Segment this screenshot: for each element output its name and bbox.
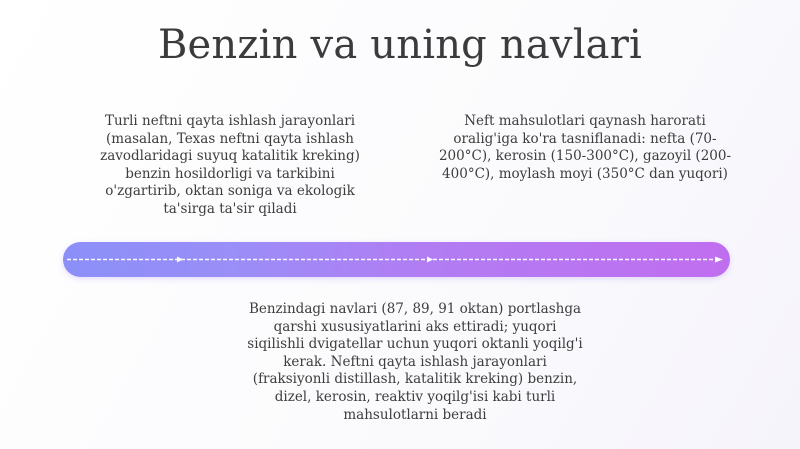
slide-title: Benzin va uning navlari [157,22,643,68]
timeline-arrow-head-2 [427,257,433,263]
text-block-refining-processes: Turli neftni qayta ishlash jarayonlari (masalan, Texas neftni qayta ishlash zavodlaridagi suyuq katalitik kreking) benzin hosildorligi va tarkibini o'zgartirib, oktan soniga va ekologik ta'sirga ta'sir qiladi [100,113,360,217]
timeline-dashed-arrow [63,242,730,277]
text-block-octane-grades: Benzindagi navlari (87, 89, 91 oktan) portlashga qarshi xususiyatlarini aks ettiradi; yuqori siqilishli dvigatellar uchun yuqori oktanli yoqilg'i kerak. Neftni qayta ishlash jarayonlari (fraksiyonli distillash, katalitik kreking) benzin, dizel, kerosin, reaktiv yoqilg'isi kabi turli mahsulotlarni beradi [247,301,583,423]
timeline-bar [63,242,730,277]
text-block-boiling-ranges: Neft mahsulotlari qaynash harorati oralig'iga ko'ra tasniflanadi: nefta (70- 200°C), kerosin (150-300°C), gazoyil (200- 400°C), moylash moyi (350°C dan yuqori) [438,113,732,182]
timeline-arrow-head-3 [715,257,723,263]
timeline-arrow-head-1 [177,257,183,263]
